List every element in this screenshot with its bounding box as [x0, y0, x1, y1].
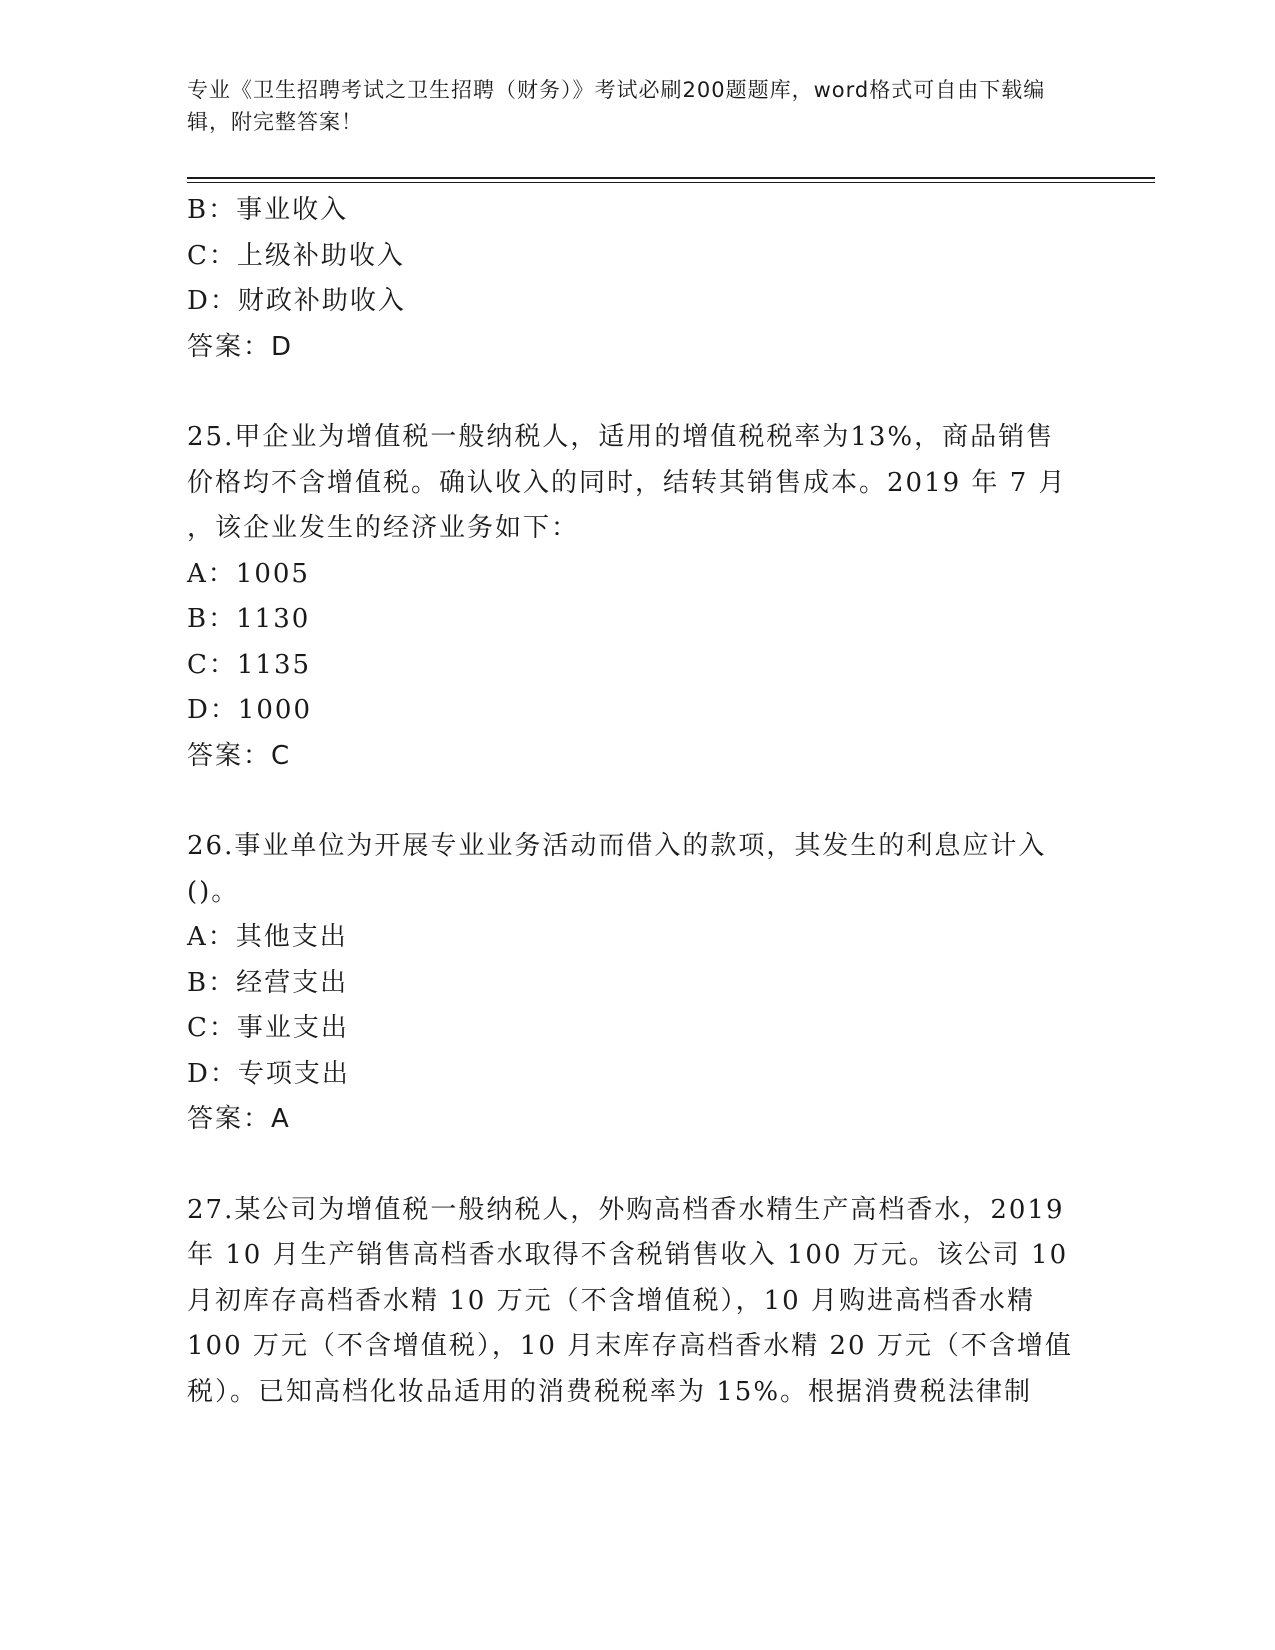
question-24-tail [187, 188, 1077, 370]
header-divider-thin [187, 182, 1155, 183]
question-27 [187, 1188, 1077, 1416]
answer-line: 答案：A [187, 1104, 291, 1134]
question-stem-line: 税）。已知高档化妆品适用的消费税税率为 15%。根据消费税法律制 [187, 1376, 1033, 1407]
question-stem-line: ()。 [187, 876, 240, 907]
question-stem-line: 月初库存高档香水精 10 万元（不含增值税），10 月购进高档香水精 [187, 1285, 1035, 1316]
option-c: C：事业支出 [187, 1013, 349, 1043]
option-a: A：其他支出 [187, 922, 348, 952]
question-stem-line: 25.甲企业为增值税一般纳税人，适用的增值税税率为13%，商品销售 [187, 422, 1055, 452]
answer-line: 答案：C [187, 740, 292, 771]
option-b: B：经营支出 [187, 967, 349, 998]
answer-line: 答案：D [187, 331, 294, 362]
question-stem-line: 26.事业单位为开展专业业务活动而借入的款项，其发生的利息应计入 [187, 831, 1047, 861]
question-stem-line: ，该企业发生的经济业务如下： [187, 513, 580, 543]
option-c: C：上级补助收入 [187, 240, 405, 271]
option-d: D：1000 [187, 695, 313, 725]
option-d: D：专项支出 [187, 1058, 350, 1089]
option-c: C：1135 [187, 649, 312, 680]
question-stem-line: 100 万元（不含增值税），10 月末库存高档香水精 20 万元（不含增值 [187, 1331, 1073, 1361]
header-divider-thick [187, 177, 1155, 179]
option-b: B：1130 [187, 604, 311, 634]
question-content [187, 188, 1077, 1415]
question-26 [187, 824, 1077, 1143]
option-d: D：财政补助收入 [187, 286, 406, 316]
question-stem-line: 价格均不含增值税。确认收入的同时，结转其销售成本。2019 年 7 月 [187, 467, 1067, 498]
question-stem-line: 年 10 月生产销售高档香水取得不含税销售收入 100 万元。该公司 10 [187, 1240, 1069, 1270]
option-a: A：1005 [187, 558, 310, 589]
page-header-title: 专业《卫生招聘考试之卫生招聘（财务）》考试必刷200题题库，word格式可自由下载编辑，附完整答案！ [187, 78, 1046, 134]
option-b: B：事业收入 [187, 195, 349, 225]
question-stem-line: 27.某公司为增值税一般纳税人，外购高档香水精生产高档香水，2019 [187, 1194, 1065, 1225]
question-25 [187, 415, 1077, 779]
